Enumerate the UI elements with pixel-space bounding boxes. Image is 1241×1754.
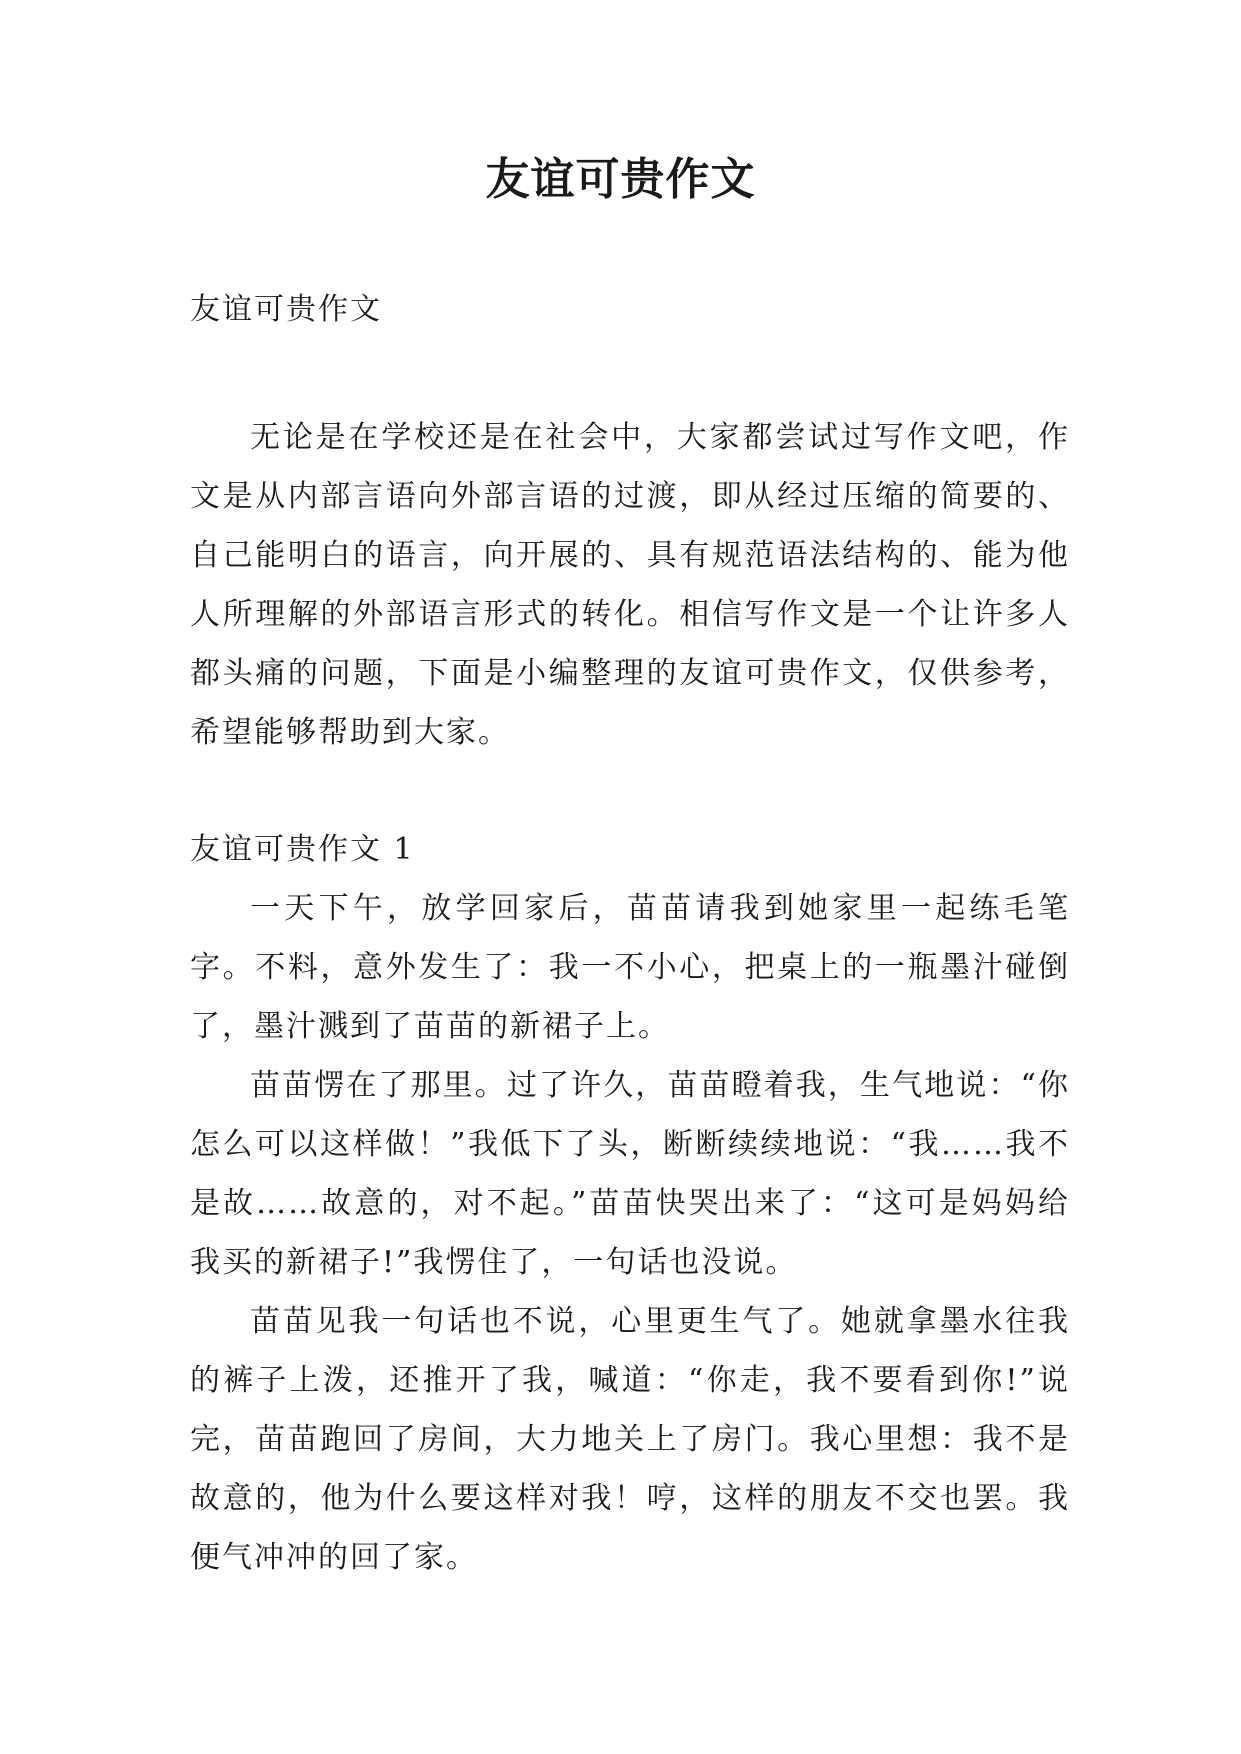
section-heading: 友谊可贵作文 1 [190, 832, 415, 867]
body-paragraph: 一天下午，放学回家后，苗苗请我到她家里一起练毛笔字。不料，意外发生了：我一不小心，把桌上的一瓶墨汁碰倒了，墨汁溅到了苗苗的新裙子上。 [190, 891, 1070, 1044]
essay-section [190, 820, 1070, 1587]
body-paragraph: 苗苗见我一句话也不说，心里更生气了。她就拿墨水往我的裤子上泼，还推开了我，喊道：“你走，我不要看到你!”说完，苗苗跑回了房间，大力地关上了房门。我心里想：我不是故意的，他为什么要这样对我！哼，这样的朋友不交也罢。我便气冲冲的回了家。 [190, 1304, 1070, 1575]
document-subtitle: 友谊可贵作文 [190, 292, 382, 327]
body-paragraph: 苗苗愣在了那里。过了许久，苗苗瞪着我，生气地说：“你怎么可以这样做！”我低下了头，断断续续地说：“我……我不是故……故意的，对不起。”苗苗快哭出来了：“这可是妈妈给我买的新裙子!”我愣住了，一句话也没说。 [190, 1068, 1070, 1280]
document-title: 友谊可贵作文 [485, 154, 756, 205]
intro-paragraph: 无论是在学校还是在社会中，大家都尝试过写作文吧，作文是从内部言语向外部言语的过渡，即从经过压缩的简要的、自己能明白的语言，向开展的、具有规范语法结构的、能为他人所理解的外部语言形式的转化。相信写作文是一个让许多人都头痛的问题，下面是小编整理的友谊可贵作文，仅供参考，希望能够帮助到大家。 [190, 420, 1070, 750]
intro-block [190, 408, 1070, 762]
